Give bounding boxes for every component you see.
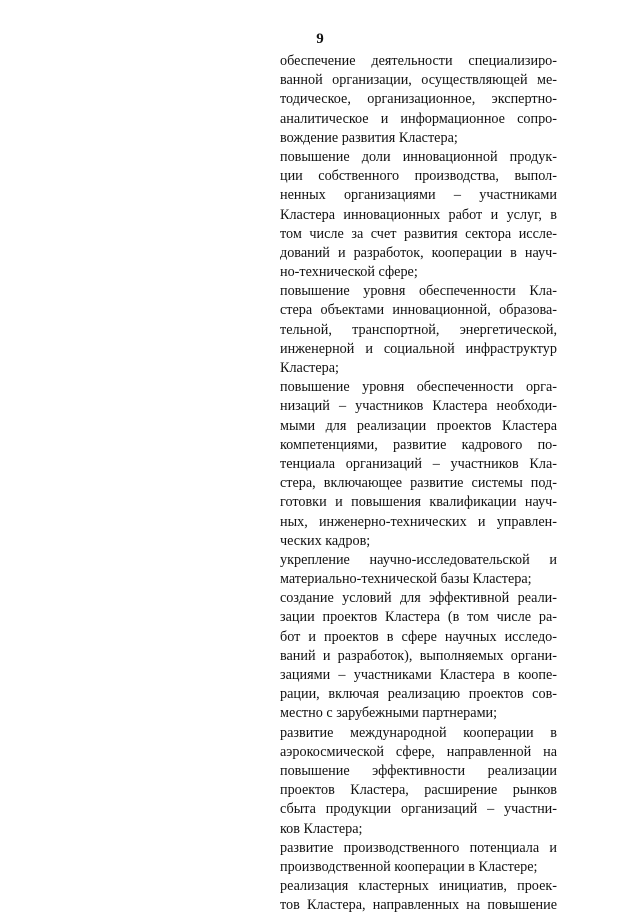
paragraph [280,724,557,839]
text-line: но-технической сфере; [280,264,418,281]
paragraph [280,589,557,723]
text-line: аэрокосмической сфере, направленной на [280,743,557,760]
text-line: повышение уровня обеспеченности Кла- [280,283,557,300]
text-line: обеспечение деятельности специализиро- [280,53,557,69]
paragraph [280,877,557,915]
text-line: тельной, транспортной, энергетической, [280,321,557,338]
text-line: ческих кадров; [280,532,371,549]
text-line: мыми для реализации проектов Кластера [280,417,557,434]
page-number: 9 [316,31,324,47]
text-line: повышение доли инновационной продук- [280,148,557,165]
paragraph [280,52,557,148]
text-line: тов Кластера, направленных на повышение [280,897,557,914]
text-line: производственной кооперации в Кластере; [280,858,538,875]
text-line: стера объектами инновационной, образова- [280,302,557,319]
text-line: том числе за счет развития сектора иссле- [280,225,557,242]
paragraph [280,551,557,589]
text-line: создание условий для эффективной реали- [280,590,557,607]
paragraph [280,839,557,877]
text-line: Кластера; [280,360,339,376]
text-line: компетенциями, развитие кадрового по- [280,436,557,453]
text-line: сбыта продукции организаций – участни- [280,801,557,818]
text-line: материально-технической базы Кластера; [280,571,532,588]
text-line: повышение эффективности реализации [280,762,557,779]
paragraph [280,378,557,551]
text-line: развитие международной кооперации в [280,724,557,741]
body-text-column [280,52,557,915]
text-line: стера, включающее развитие системы под- [280,475,557,492]
text-line: проектов Кластера, расширение рынков [280,782,557,799]
text-line: бот и проектов в сфере научных исследо- [280,628,557,645]
text-line: инженерной и социальной инфраструктур [280,340,557,357]
text-line: тодическое, организационное, экспертно- [280,91,557,108]
text-line: зации проектов Кластера (в том числе ра- [280,609,557,626]
text-line: аналитическое и информационное сопро- [280,110,557,127]
text-line: ции собственного производства, выпол- [280,168,557,185]
text-line: дований и разработок, кооперации в науч- [280,244,557,261]
text-line: ваний и разработок), выполняемых органи- [280,647,557,664]
text-line: повышение уровня обеспеченности орга- [280,379,557,396]
text-line: Кластера инновационных работ и услуг, в [280,206,557,223]
text-line: реализация кластерных инициатив, проек- [280,878,557,895]
text-line: развитие производственного потенциала и [280,839,557,856]
text-line: местно с зарубежными партнерами; [280,705,498,722]
paragraph [280,148,557,282]
text-line: низаций – участников Кластера необходи- [280,398,557,415]
text-line: укрепление научно-исследовательской и [280,551,557,568]
text-line: зациями – участниками Кластера в коопе- [280,667,557,683]
text-line: вождение развития Кластера; [280,129,458,146]
text-line: тенциала организаций – участников Кла- [280,455,557,472]
text-line: ков Кластера; [280,820,363,837]
text-line: рации, включая реализацию проектов сов- [280,686,557,703]
text-line: ных, инженерно-технических и управлен- [280,513,557,530]
text-line: ненных организациями – участниками [280,187,557,204]
paragraph [280,282,557,378]
text-line: ванной организации, осуществляющей ме- [280,72,557,89]
text-line: готовки и повышения квалификации науч- [280,494,557,511]
